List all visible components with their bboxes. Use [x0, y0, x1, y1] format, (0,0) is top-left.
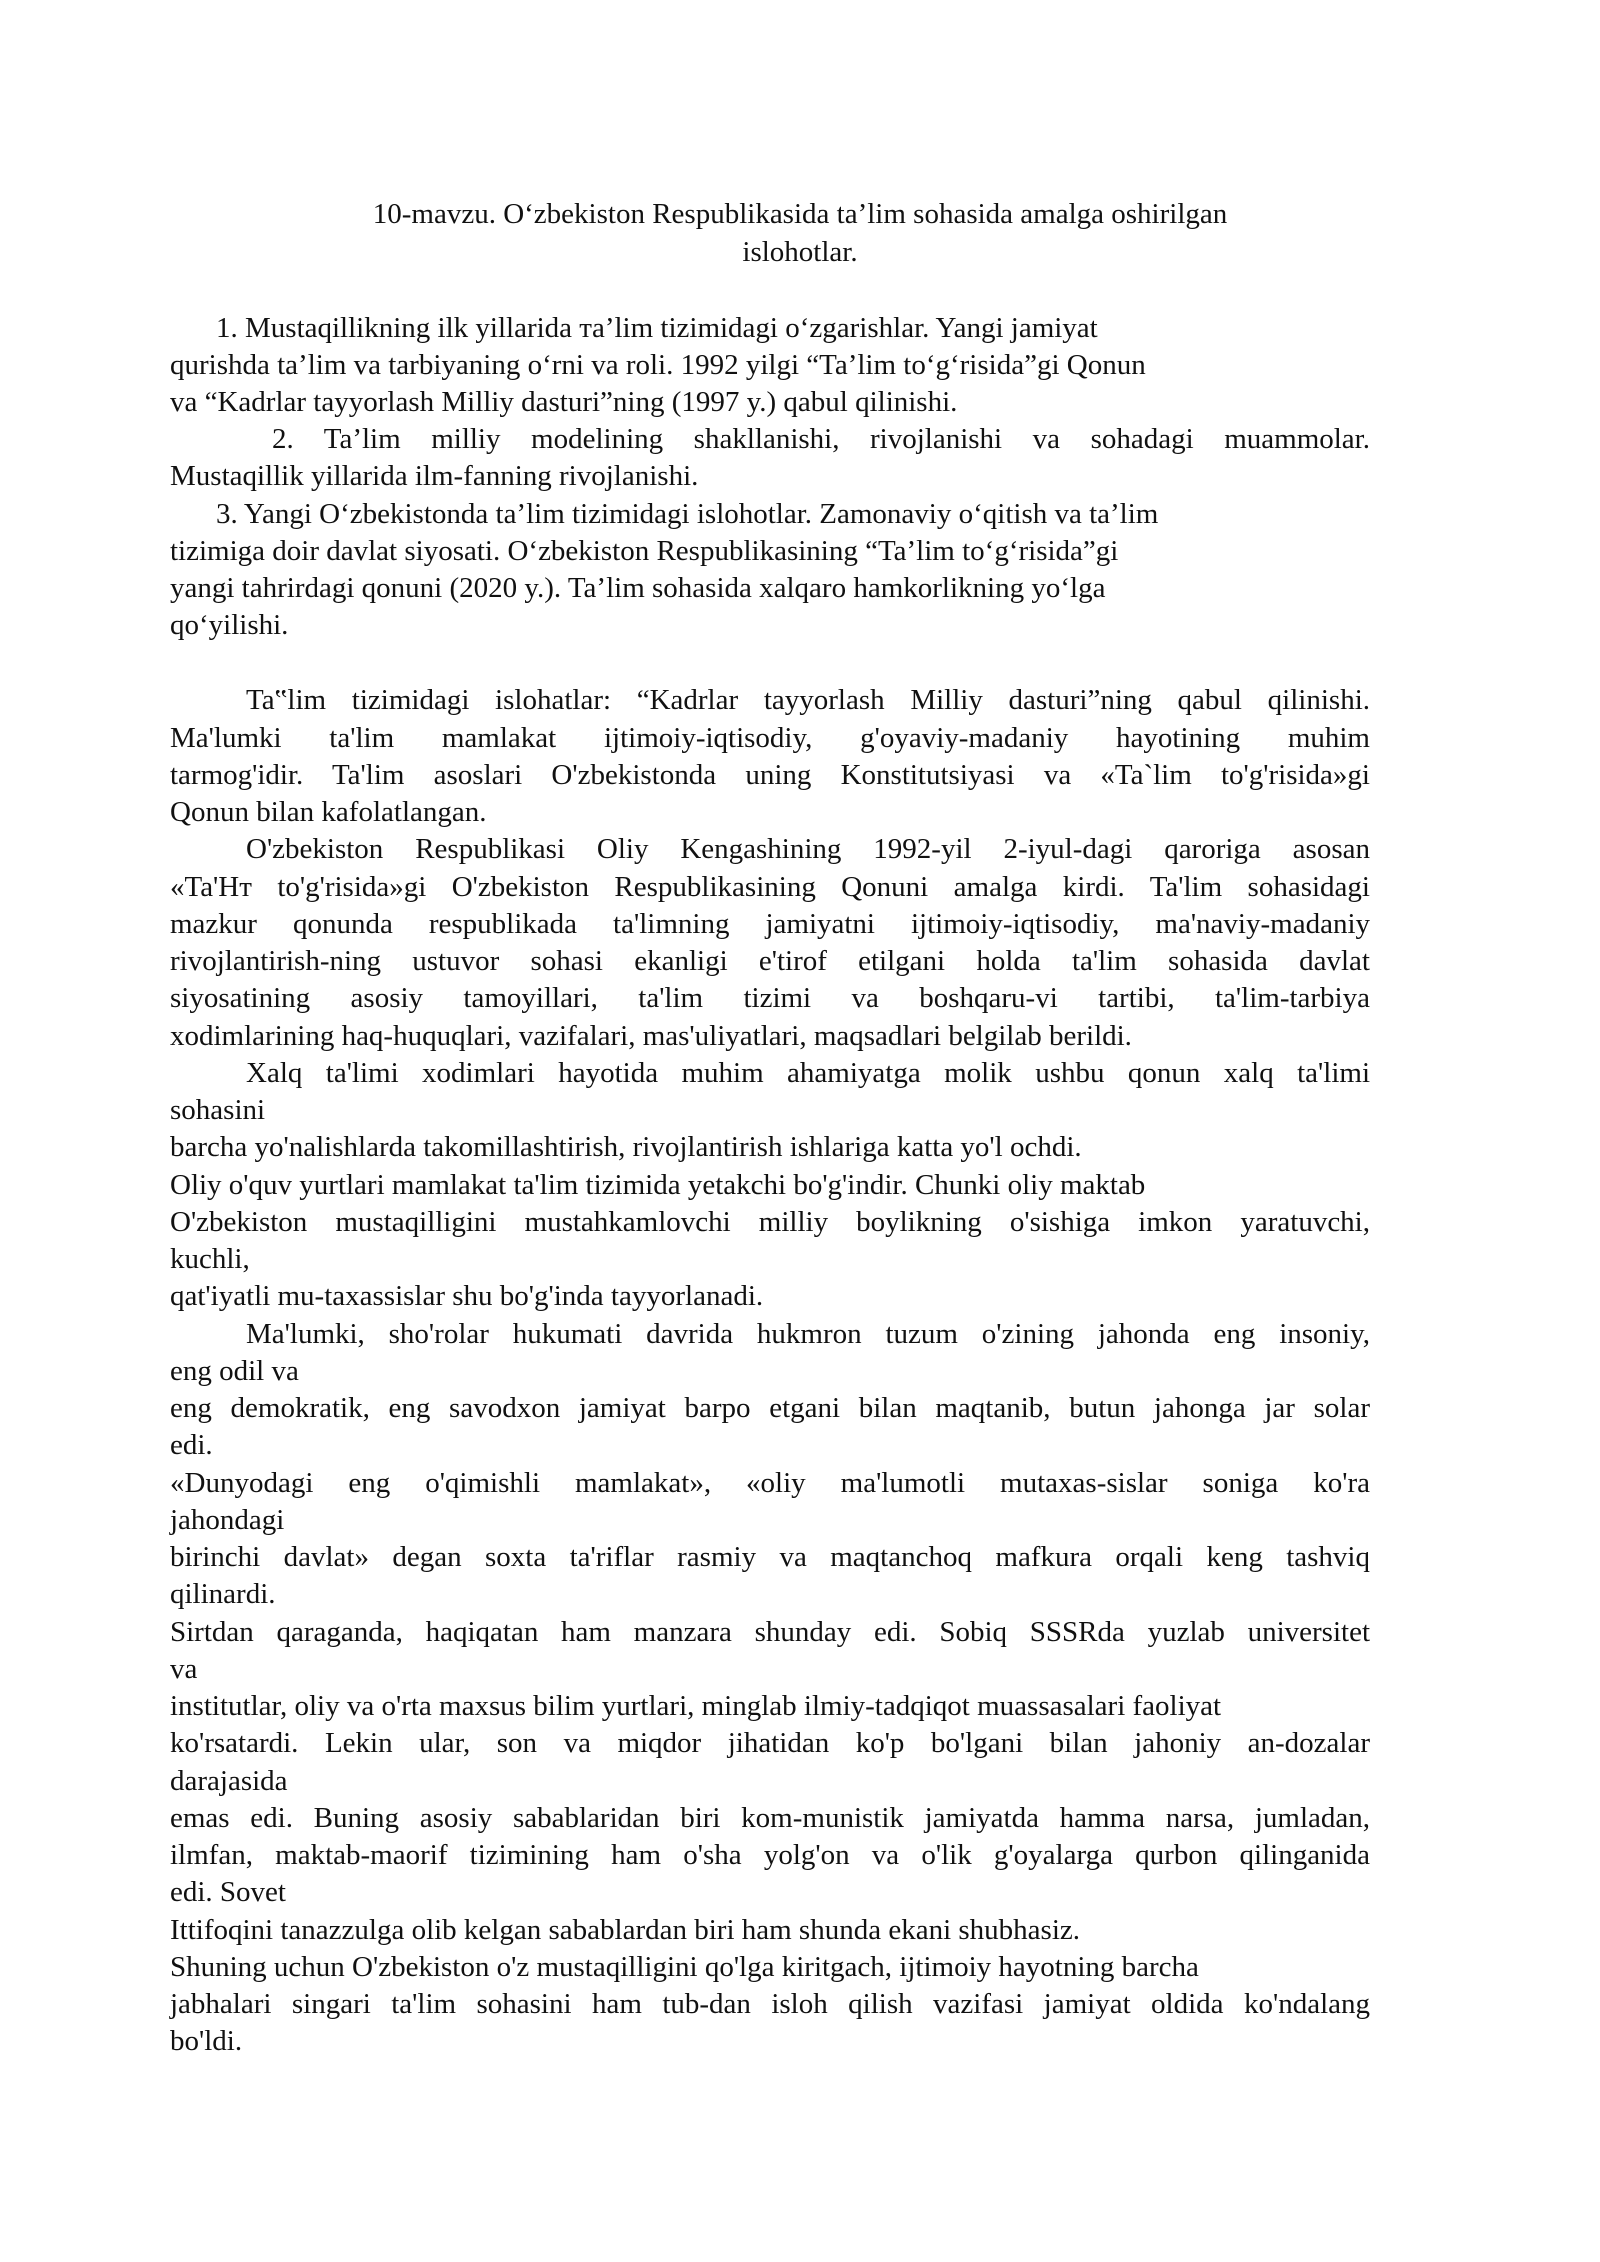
- body-line: institutlar, oliy va o'rta maxsus bilim yurtlari, minglab ilmiy-tadqiqot muassasalari faoliyat: [170, 1690, 1222, 1722]
- page-title-line-1: 10-mavzu. Oʻzbekiston Respublikasida taʼlim sohasida amalga oshirilgan: [372, 198, 1228, 230]
- body-line: bo'ldi.: [170, 2025, 243, 2057]
- plan-line: Mustaqillik yillarida ilm-fanning rivojlanishi.: [170, 460, 699, 492]
- body-line: Ta‟lim tizimidagi islohatlar: “Kadrlar tayyorlash Milliy dasturi”ning qabul qilinishi.: [246, 684, 1370, 716]
- plan-line: tizimiga doir davlat siyosati. Oʻzbekiston Respublikasining “Taʼlim toʻgʻrisida”gi: [170, 535, 1119, 567]
- body-line: Oliy o'quv yurtlari mamlakat ta'lim tizimida yetakchi bo'g'indir. Chunki oliy maktab: [170, 1169, 1146, 1201]
- body-line: edi. Sovet: [170, 1876, 286, 1908]
- body-line: emas edi. Buning asosiy sabablaridan biri kom-munistik jamiyatda hamma narsa, jumladan,: [170, 1802, 1370, 1834]
- body-line: qilinardi.: [170, 1578, 276, 1610]
- body-line: xodimlarining haq-huquqlari, vazifalari, mas'uliyatlari, maqsadlari belgilab berildi.: [170, 1020, 1132, 1052]
- body-line: eng demokratik, eng savodxon jamiyat barpo etgani bilan maqtanib, butun jahonga jar solar: [170, 1392, 1370, 1424]
- body-line: eng odil va: [170, 1355, 299, 1387]
- plan-line: 3. Yangi Oʻzbekistonda taʼlim tizimidagi islohotlar. Zamonaviy oʻqitish va taʼlim: [216, 498, 1159, 530]
- body-line: darajasida: [170, 1765, 288, 1797]
- body-line: birinchi davlat» degan soxta ta'riflar rasmiy va maqtanchoq mafkura orqali keng tashviq: [170, 1541, 1370, 1573]
- body-line: va: [170, 1653, 198, 1685]
- body-line: Qonun bilan kafolatlangan.: [170, 796, 487, 828]
- body-line: O'zbekiston mustaqilligini mustahkamlovchi milliy boylikning o'sishiga imkon yaratuvchi,: [170, 1206, 1370, 1238]
- page-title-line-2: islohotlar.: [742, 236, 858, 268]
- body-line: kuchli,: [170, 1243, 250, 1275]
- body-line: jabhalari singari ta'lim sohasini ham tub-dan isloh qilish vazifasi jamiyat oldida ko'ndalang: [170, 1988, 1370, 2020]
- body-line: edi.: [170, 1429, 213, 1461]
- body-line: tarmog'idir. Ta'lim asoslari O'zbekistonda uning Konstitutsiyasi va «Ta`lim to'g'risida»gi: [170, 759, 1370, 791]
- body-line: jahondagi: [170, 1504, 285, 1536]
- body-line: sohasini: [170, 1094, 266, 1126]
- plan-line: 2. Taʼlim milliy modelining shakllanishi, rivojlanishi va sohadagi muammolar.: [272, 423, 1370, 455]
- body-line: Ittifoqini tanazzulga olib kelgan sabablardan biri ham shunda ekani shubhasiz.: [170, 1914, 1081, 1946]
- body-line: Shuning uchun O'zbekiston o'z mustaqilligini qo'lga kiritgach, ijtimoiy hayotning barcha: [170, 1951, 1199, 1983]
- body-line: O'zbekiston Respublikasi Oliy Kengashining 1992-yil 2-iyul-dagi qaroriga asosan: [246, 833, 1370, 865]
- body-line: «Dunyodagi eng o'qimishli mamlakat», «oliy ma'lumotli mutaxas-sislar soniga ko'ra: [170, 1467, 1370, 1499]
- body-line: qat'iyatli mu-taxassislar shu bo'g'inda tayyorlanadi.: [170, 1280, 764, 1312]
- plan-line: 1. Mustaqillikning ilk yillarida тaʼlim tizimidagi oʻzgarishlar. Yangi jamiyat: [216, 312, 1098, 344]
- plan-line: yangi tahrirdagi qonuni (2020 y.). Taʼlim sohasida xalqaro hamkorlikning yoʻlga: [170, 572, 1106, 604]
- plan-line: qoʻyilishi.: [170, 609, 289, 641]
- body-line: barcha yo'nalishlarda takomillashtirish, rivojlantirish ishlariga katta yo'l ochdi.: [170, 1131, 1082, 1163]
- plan-line: qurishda taʼlim va tarbiyaning oʻrni va roli. 1992 yilgi “Taʼlim toʻgʻrisida”gi Qonun: [170, 349, 1146, 381]
- body-line: Sirtdan qaraganda, haqiqatan ham manzara shunday edi. Sobiq SSSRda yuzlab universitet: [170, 1616, 1370, 1648]
- plan-line: va “Kadrlar tayyorlash Milliy dasturi”ning (1997 y.) qabul qilinishi.: [170, 386, 958, 418]
- body-line: rivojlantirish-ning ustuvor sohasi ekanligi e'tirof etilgani holda ta'lim sohasida davlat: [170, 945, 1370, 977]
- body-line: «Ta'Hт to'g'risida»gi O'zbekiston Respublikasining Qonuni amalga kirdi. Ta'lim sohasidagi: [170, 871, 1370, 903]
- body-line: ko'rsatardi. Lekin ular, son va miqdor jihatidan ko'p bo'lgani bilan jahoniy an-dozalar: [170, 1727, 1370, 1759]
- body-line: Ma'lumki, sho'rolar hukumati davrida hukmron tuzum o'zining jahonda eng insoniy,: [246, 1318, 1370, 1350]
- body-line: ilmfan, maktab-maorif tizimining ham o'sha yolg'on va o'lik g'oyalarga qurbon qilinganida: [170, 1839, 1370, 1871]
- body-line: Ma'lumki ta'lim mamlakat ijtimoiy-iqtisodiy, g'oyaviy-madaniy hayotining muhim: [170, 722, 1370, 754]
- body-line: siyosatining asosiy tamoyillari, ta'lim tizimi va boshqaru-vi tartibi, ta'lim-tarbiya: [170, 982, 1370, 1014]
- body-line: mazkur qonunda respublikada ta'limning jamiyatni ijtimoiy-iqtisodiy, ma'naviy-madaniy: [170, 908, 1370, 940]
- body-line: Xalq ta'limi xodimlari hayotida muhim ahamiyatga molik ushbu qonun xalq ta'limi: [246, 1057, 1370, 1089]
